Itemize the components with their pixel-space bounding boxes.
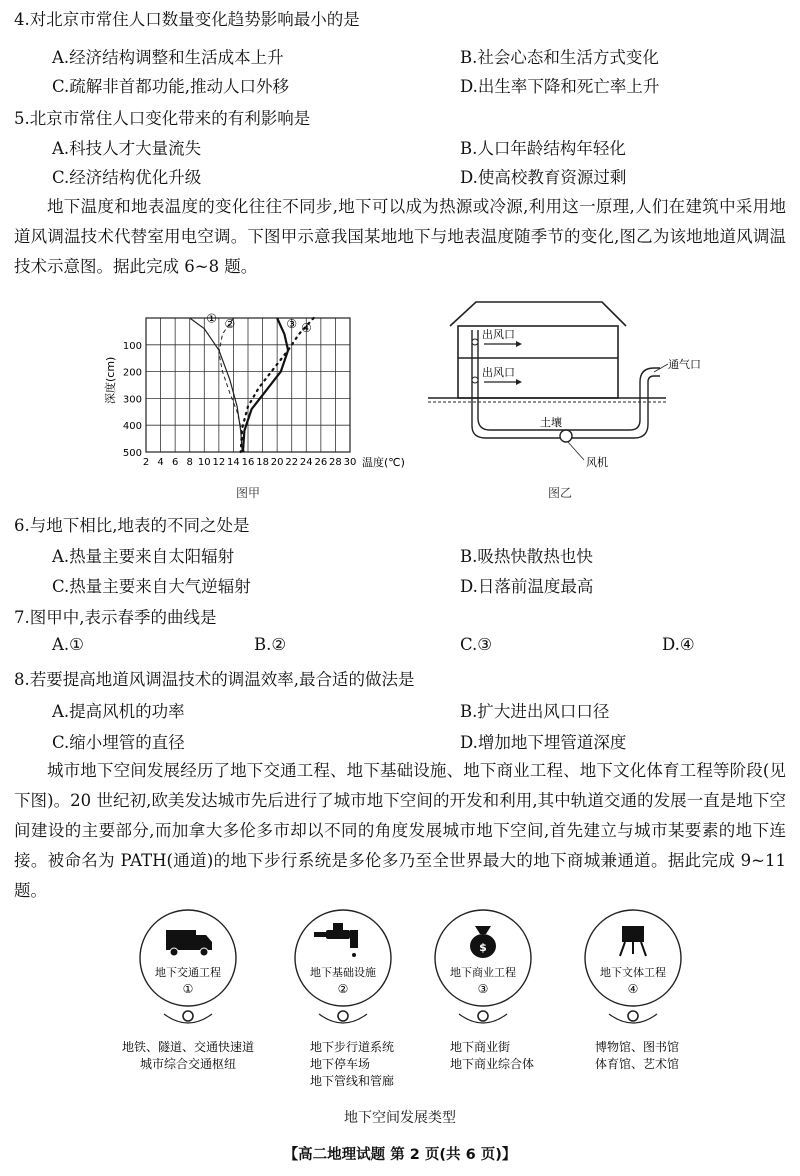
- y-tick-label: 200: [122, 367, 142, 379]
- infrastructure-item-1: 地下步行道系统: [310, 1040, 395, 1054]
- type-traffic: [122, 910, 254, 1071]
- figure-b-caption: 图乙: [548, 486, 573, 500]
- building-roof: [450, 302, 626, 326]
- commerce-item-2: 地下商业综合体: [450, 1057, 535, 1071]
- x-tick-label: 16: [241, 457, 255, 468]
- vent-label: 通气口: [668, 358, 701, 371]
- x-tick-label: 24: [299, 457, 313, 468]
- fan-icon: [560, 430, 572, 442]
- x-tick-label: 30: [343, 457, 357, 468]
- infrastructure-item-2: 地下停车场: [310, 1057, 371, 1071]
- fan-label: 风机: [586, 456, 608, 469]
- figure-b-diagram: [428, 296, 728, 476]
- q5-option-b: B.人口年龄结构年轻化: [460, 139, 626, 158]
- series-line-3: [243, 318, 288, 452]
- y-tick-label: 100: [122, 340, 142, 352]
- q4-option-d: D.出生率下降和死亡率上升: [460, 77, 660, 96]
- series-label-4: ④: [301, 321, 312, 336]
- q6-option-d: D.日落前温度最高: [460, 577, 594, 596]
- q5-option-d: D.使高校教育资源过剩: [460, 168, 627, 187]
- x-tick-label: 18: [256, 457, 269, 468]
- type-label-traffic: 地下交通工程: [155, 966, 221, 979]
- q8-option-a: A.提高风机的功率: [52, 702, 185, 721]
- x-tick-label: 22: [285, 457, 299, 468]
- x-tick-label: 28: [329, 457, 342, 468]
- type-label-culture-sports: 地下文体工程: [600, 966, 666, 979]
- q6-option-c: C.热量主要来自大气逆辐射: [52, 577, 251, 596]
- type-num-culture-sports: ④: [627, 982, 639, 996]
- series-label-2: ②: [224, 317, 236, 332]
- culture-sports-item-2: 体育馆、艺术馆: [595, 1057, 680, 1071]
- q4-option-c: C.疏解非首都功能,推动人口外移: [52, 77, 290, 96]
- x-tick-label: 12: [212, 457, 226, 468]
- intro-paragraph-9-11: 城市地下空间发展经历了地下交通工程、地下基础设施、地下商业工程、地下文化体育工程等阶段(见下图)。20 世纪初,欧美发达城市先后进行了城市地下空间的开发和利用,其中轨道交通的发展一直是地下空间建设的主要部分,而加拿大多伦多市却以不同的角度发展城市地下空间,首先建立与城市某要素的地下连接。被命名为 PATH(通道)的地下步行系统是多伦多乃至全世界最大的地下商城兼通道。据此完成 9~11 题。: [14, 761, 786, 900]
- culture-sports-item-1: 博物馆、图书馆: [595, 1040, 680, 1054]
- question-8-stem: 8.若要提高地道风调温技术的调温效率,最合适的做法是: [14, 670, 415, 689]
- type-commerce: [435, 910, 534, 1071]
- x-tick-label: 10: [197, 457, 211, 468]
- question-4-stem: 4.对北京市常住人口数量变化趋势影响最小的是: [14, 10, 360, 29]
- traffic-item-2: 城市综合交通枢纽: [139, 1057, 237, 1071]
- q8-option-c: C.缩小埋管的直径: [52, 733, 185, 752]
- outlet-label-lower: 出风口: [482, 366, 515, 379]
- q5-option-c: C.经济结构优化升级: [52, 168, 202, 187]
- q4-option-a: A.经济结构调整和生活成本上升: [52, 48, 284, 67]
- q8-option-b: B.扩大进出风口口径: [460, 702, 610, 721]
- x-tick-label: 4: [157, 457, 164, 468]
- type-num-infrastructure: ②: [337, 982, 349, 996]
- series-line-1: [190, 318, 243, 452]
- type-label-infrastructure: 地下基础设施: [310, 966, 376, 979]
- type-label-commerce: 地下商业工程: [450, 966, 516, 979]
- type-culture-sports: [585, 910, 681, 1071]
- type-num-commerce: ③: [477, 982, 489, 996]
- soil-label: 土壤: [540, 416, 562, 429]
- underground-diagram-caption: 地下空间发展类型: [344, 1110, 456, 1126]
- figure-a-chart: [100, 292, 440, 482]
- page-footer: 【高二地理试题 第 2 页(共 6 页)】: [283, 1147, 517, 1163]
- x-tick-label: 20: [270, 457, 284, 468]
- x-tick-label: 8: [186, 457, 193, 468]
- question-7-stem: 7.图甲中,表示春季的曲线是: [14, 608, 217, 627]
- series-label-3: ③: [286, 317, 298, 332]
- q6-option-b: B.吸热快散热也快: [460, 547, 593, 566]
- underground-pipe-outer: [472, 376, 660, 438]
- figure-a-caption: 图甲: [236, 486, 261, 500]
- x-tick-label: 6: [171, 457, 179, 468]
- x-tick-label: 14: [227, 457, 240, 468]
- chart-ylabel: 深度(cm): [104, 356, 117, 404]
- airflow-arrowhead-lower: [516, 379, 522, 385]
- x-tick-label: 2: [142, 457, 150, 468]
- airflow-arrowhead-upper: [516, 341, 522, 347]
- y-tick-label: 300: [122, 394, 142, 406]
- q7-option-b: B.②: [254, 635, 287, 654]
- q7-option-c: C.③: [460, 635, 493, 654]
- outlet-valve-lower: [472, 377, 478, 383]
- x-tick-label: 26: [314, 457, 328, 468]
- q5-option-a: A.科技人才大量流失: [52, 139, 202, 158]
- traffic-item-1: 地铁、隧道、交通快速道: [121, 1040, 255, 1054]
- q7-option-d: D.④: [662, 635, 695, 654]
- y-tick-label: 400: [122, 421, 142, 433]
- svg-text:$: $: [479, 941, 487, 954]
- underground-types-diagram: [100, 908, 700, 1098]
- question-5-stem: 5.北京市常住人口变化带来的有利影响是: [14, 109, 311, 128]
- outlet-valve-upper: [472, 339, 478, 345]
- outlet-label-upper: 出风口: [482, 328, 515, 341]
- intro-paragraph-6-8: 地下温度和地表温度的变化往往不同步,地下可以成为热源或冷源,利用这一原理,人们在建筑中采用地道风调温技术代替室用电空调。下图甲示意我国某地地下与地表温度随季节的变化,图乙为该地地道风调温技术示意图。据此完成 6~8 题。: [14, 197, 786, 276]
- q4-option-b: B.社会心态和生活方式变化: [460, 48, 659, 67]
- chart-xlabel: 温度(℃): [362, 456, 405, 469]
- type-num-traffic: ①: [182, 982, 194, 996]
- series-label-1: ①: [206, 311, 218, 326]
- q6-option-a: A.热量主要来自太阳辐射: [52, 547, 235, 566]
- commerce-item-1: 地下商业街: [450, 1040, 511, 1054]
- q8-option-d: D.增加地下埋管道深度: [460, 733, 627, 752]
- question-6-stem: 6.与地下相比,地表的不同之处是: [14, 516, 250, 535]
- fan-pointer: [568, 442, 584, 460]
- type-infrastructure: [295, 910, 394, 1088]
- q7-option-a: A.①: [52, 635, 84, 654]
- y-tick-label: 500: [122, 448, 142, 459]
- infrastructure-item-3: 地下管线和管廊: [310, 1074, 395, 1088]
